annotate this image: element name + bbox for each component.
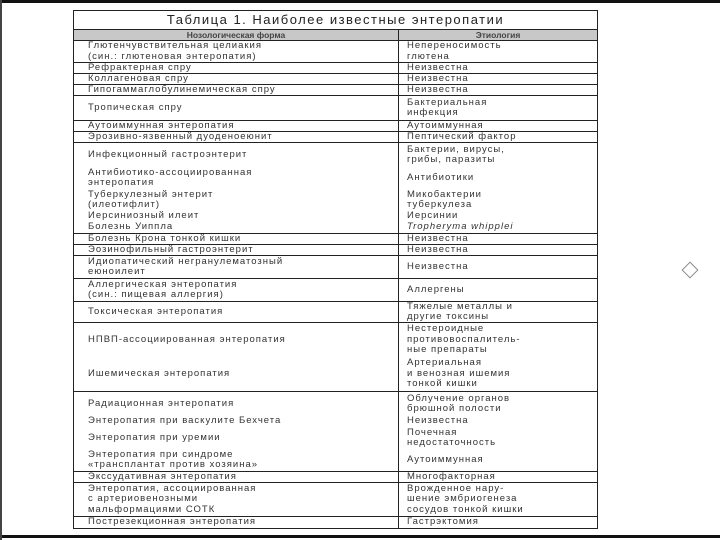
- cell-etiology: Неизвестна: [407, 415, 469, 427]
- cell-form: НПВП-ассоциированная энтеропатия: [74, 323, 399, 357]
- cell-etiology: Многофакторная: [407, 470, 496, 482]
- table-row: [74, 392, 597, 416]
- cell-etiology: Неизвестна: [407, 232, 469, 244]
- table-row: [74, 449, 597, 472]
- cell-form: Тропическая спру: [74, 96, 399, 120]
- cell-etiology: Иерсинии: [407, 210, 459, 222]
- cell-etiology: Непереносимость глютена: [407, 40, 502, 62]
- table-row: [74, 41, 597, 63]
- cell-etiology: Неизвестна: [407, 61, 469, 73]
- cell-form: Глютенчувствительная целиакия (син.: глютеновая энтеропатия): [74, 41, 399, 62]
- cell-form: Инфекционный гастроэнтерит: [74, 143, 399, 167]
- cell-form: Коллагеновая спру: [74, 74, 399, 84]
- cell-form: Пострезекционная энтеропатия: [74, 517, 399, 528]
- table-row: [74, 256, 597, 279]
- table-row: [74, 143, 597, 167]
- cell-form: Экссудативная энтеропатия: [74, 472, 399, 482]
- table-row: [74, 167, 597, 189]
- cell-etiology: Бактерии, вирусы, грибы, паразиты: [407, 143, 505, 165]
- diamond-ornament-icon: [682, 262, 699, 279]
- table-row: [74, 279, 597, 302]
- cell-form: Болезнь Крона тонкой кишки: [74, 234, 399, 244]
- cell-etiology: Аллергены: [407, 283, 465, 295]
- cell-form: Идиопатический негранулематозный еюноилеит: [74, 256, 399, 278]
- table-row: [74, 132, 597, 143]
- cell-form: Рефрактерная спру: [74, 63, 399, 73]
- cell-form: Иерсиниозный илеит: [74, 211, 399, 222]
- table-row: [74, 245, 597, 256]
- cell-etiology: Аутоиммунная: [407, 453, 484, 465]
- cell-etiology: Облучение органов брюшной полости: [407, 392, 511, 414]
- table-row: [74, 357, 597, 392]
- cell-etiology: Бактериальная инфекция: [407, 96, 488, 118]
- table-row: [74, 96, 597, 121]
- cell-form: Туберкулезный энтерит (илеотифлит): [74, 189, 399, 211]
- slide-frame-bottom: [0, 535, 720, 538]
- cell-form: Ишемическая энтеропатия: [74, 357, 399, 391]
- cell-etiology: Неизвестна: [407, 72, 469, 84]
- table-row: [74, 416, 597, 427]
- cell-etiology: Врожденное нару- шение эмбриогенеза сосудов тонкой кишки: [407, 482, 524, 515]
- cell-form: Эрозивно-язвенный дуоденоеюнит: [74, 132, 399, 142]
- table-row: [74, 472, 597, 483]
- enteropathy-table: [73, 10, 598, 529]
- cell-etiology: Тяжелые металлы и другие токсины: [407, 300, 513, 322]
- cell-etiology: Нестероидные противовоспалитель- ные препараты: [407, 323, 521, 356]
- cell-form: Эозинофильный гастроэнтерит: [74, 245, 399, 255]
- cell-etiology: Неизвестна: [407, 243, 469, 255]
- cell-form: Токсическая энтеропатия: [74, 302, 399, 322]
- cell-form: Энтеропатия при уремии: [74, 427, 399, 449]
- cell-etiology: Гастрэктомия: [407, 516, 479, 528]
- cell-etiology: Tropheryma whipplei: [407, 221, 514, 233]
- cell-form: Гипогаммаглобулинемическая спру: [74, 85, 399, 95]
- cell-etiology: Почечная недостаточность: [407, 426, 497, 448]
- cell-form: Болезнь Уиппла: [74, 222, 399, 233]
- slide-frame-left: [0, 0, 2, 540]
- cell-form: Энтеропатия при синдроме «трансплантат против хозяина»: [74, 449, 399, 471]
- cell-form: Аллергическая энтеропатия (син.: пищевая аллергия): [74, 279, 399, 301]
- cell-etiology: Аутоиммунная: [407, 119, 484, 131]
- table-row: [74, 85, 597, 96]
- slide-frame-top: [0, 0, 720, 3]
- table-row: [74, 323, 597, 357]
- table-row: [74, 517, 597, 528]
- header-etiology: Этиология: [475, 30, 521, 40]
- table-row: [74, 189, 597, 211]
- cell-etiology: Неизвестна: [407, 260, 469, 272]
- cell-form: Аутоиммунная энтеропатия: [74, 121, 399, 131]
- cell-etiology: Неизвестна: [407, 83, 469, 95]
- cell-etiology: Артериальная и венозная ишемия тонкой кишки: [407, 357, 511, 390]
- header-form: Нозологическая форма: [74, 30, 399, 40]
- cell-form: Антибиотико-ассоциированная энтеропатия: [74, 167, 399, 189]
- table-row: [74, 427, 597, 449]
- cell-form: Энтеропатия, ассоциированная с артериовенозными мальформациями СОТК: [74, 483, 399, 516]
- table-row: [74, 302, 597, 323]
- table-row: [74, 483, 597, 517]
- cell-etiology: Микобактерии туберкулеза: [407, 188, 482, 210]
- cell-etiology: Пептический фактор: [407, 130, 517, 142]
- cell-form: Энтеропатия при васкулите Бехчета: [74, 416, 399, 427]
- cell-form: Радиационная энтеропатия: [74, 392, 399, 416]
- cell-etiology: Антибиотики: [407, 171, 475, 183]
- table-title: Таблица 1. Наиболее известные энтеропатии: [74, 11, 597, 30]
